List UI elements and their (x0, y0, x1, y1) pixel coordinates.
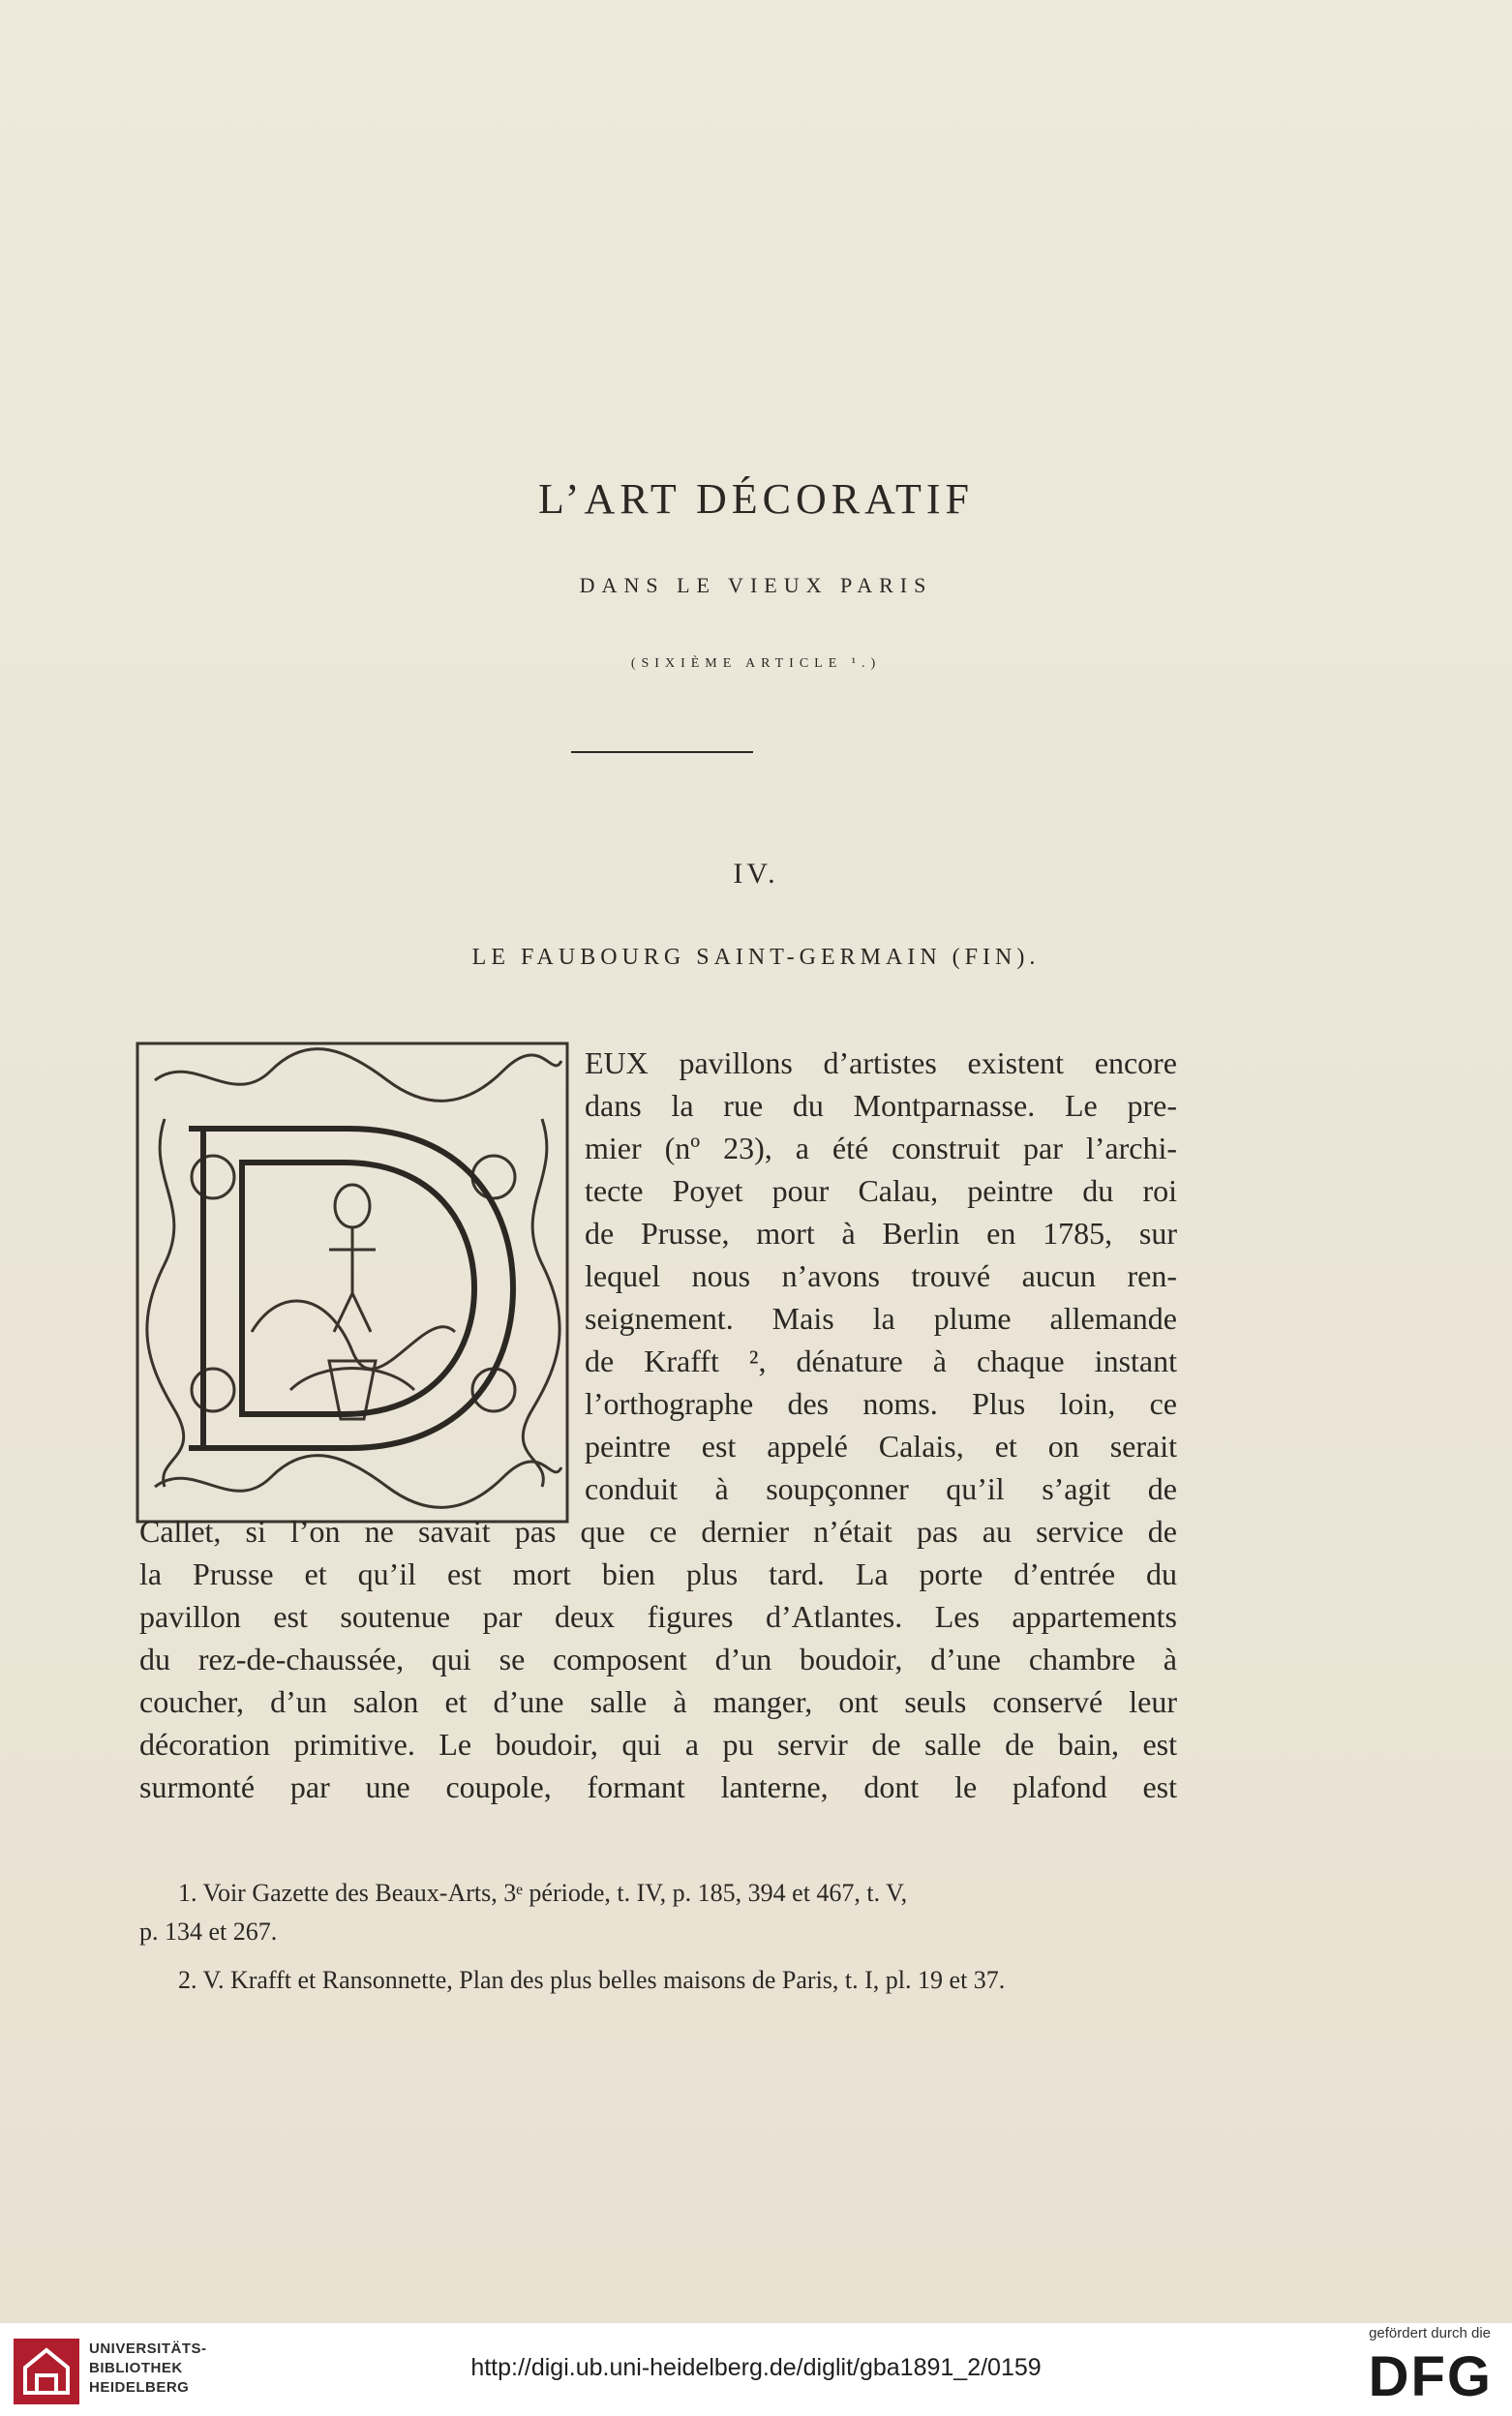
section-heading: LE FAUBOURG SAINT-GERMAIN (FIN). (471, 945, 1041, 970)
library-name-line-3: HEIDELBERG (89, 2379, 190, 2396)
body-line: tecte Poyet pour Calau, peintre du roi (585, 1173, 1177, 1208)
page-subtitle: DANS LE VIEUX PARIS (579, 573, 933, 597)
body-line: mier (nº 23), a été construit par l’archi- (585, 1131, 1177, 1165)
library-name-line-2: BIBLIOTHEK (89, 2360, 183, 2376)
dfg-logo: DFG (1368, 2345, 1493, 2408)
body-line: pavillon est soutenue par deux figures d’Atlantes. Les appartements (139, 1599, 1177, 1634)
body-line: lequel nous n’avons trouvé aucun ren- (585, 1258, 1177, 1293)
footnote-2: 2. V. Krafft et Ransonnette, Plan des plus belles maisons de Paris, t. I, pl. 19 et 37. (178, 1966, 1006, 1994)
footnote-1-continued: p. 134 et 267. (139, 1918, 278, 1946)
footnote-1: 1. Voir Gazette des Beaux-Arts, 3ᵉ période, t. IV, p. 185, 394 et 467, t. V, (178, 1879, 908, 1907)
body-line: surmonté par une coupole, formant lanterne, dont le plafond est (139, 1769, 1177, 1804)
body-line: de Krafft ², dénature à chaque instant (585, 1344, 1177, 1378)
chapter-numeral: IV. (733, 858, 779, 890)
title-divider (571, 751, 753, 753)
source-url-link[interactable]: http://digi.ub.uni-heidelberg.de/diglit/gba1891_2/0159 (470, 2354, 1042, 2381)
body-line: Callet, si l’on ne savait pas que ce dernier n’était pas au service de (139, 1514, 1177, 1549)
body-line: dans la rue du Montparnasse. Le pre- (585, 1088, 1177, 1123)
funded-by-label: gefördert durch die (1369, 2325, 1491, 2341)
body-line: de Prusse, mort à Berlin en 1785, sur (585, 1216, 1177, 1251)
body-line: coucher, d’un salon et d’une salle à manger, ont seuls conservé leur (139, 1684, 1177, 1719)
body-line: l’orthographe des noms. Plus loin, ce (585, 1386, 1177, 1421)
body-line: peintre est appelé Calais, et on serait (585, 1429, 1177, 1464)
body-line: la Prusse et qu’il est mort bien plus tard. La porte d’entrée du (139, 1556, 1177, 1591)
body-line: conduit à soupçonner qu’il s’agit de (585, 1471, 1177, 1506)
page-title: L’ART DÉCORATIF (537, 475, 975, 523)
body-line: du rez-de-chaussée, qui se composent d’un boudoir, d’une chambre à (139, 1642, 1177, 1676)
article-label: (SIXIÈME ARTICLE ¹.) (630, 656, 882, 671)
body-line: seignement. Mais la plume allemande (585, 1301, 1177, 1336)
body-line: décoration primitive. Le boudoir, qui a pu servir de salle de bain, est (139, 1727, 1177, 1762)
library-name-line-1: UNIVERSITÄTS- (89, 2340, 207, 2357)
decorated-initial-d-icon (136, 1042, 569, 1524)
body-line: EUX pavillons d’artistes existent encore (585, 1045, 1177, 1080)
